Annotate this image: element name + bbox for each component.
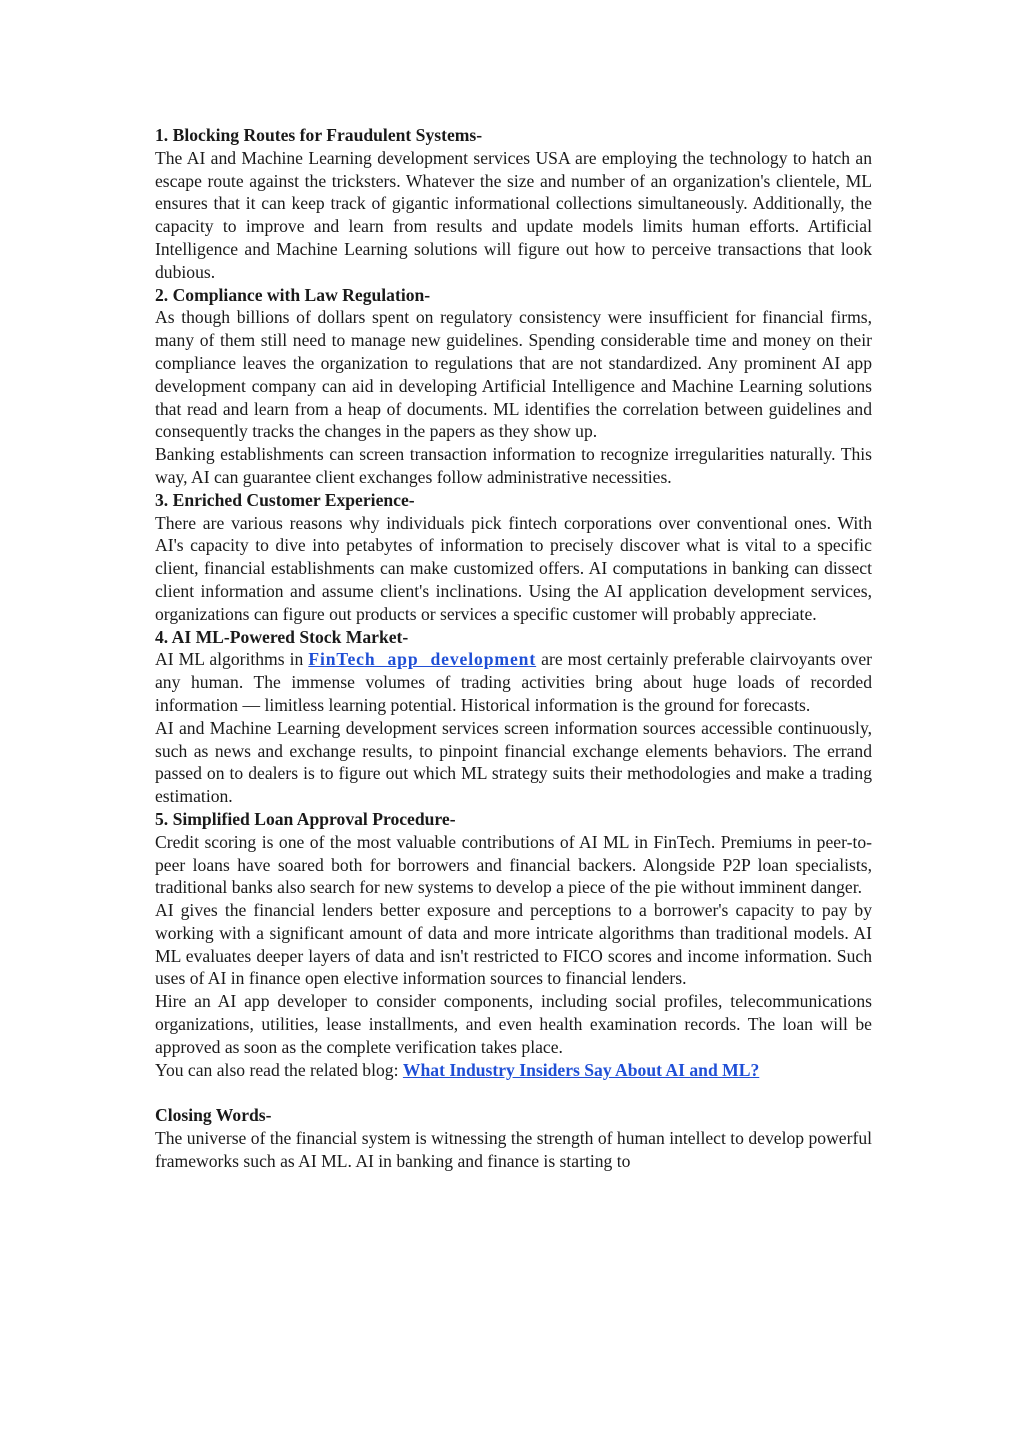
section-paragraph: There are various reasons why individuals pick fintech corporations over conventional ones. With AI's capacity to dive into petabytes of information to precisely discover what is vital to a specific client, financial establishments can make customized offers. AI computations in banking can dissect client information and assume client's inclinations. Using the AI application development services, organizations can figure out products or services a specific customer will probably appreciate.: [155, 512, 872, 624]
related-blog-prefix: You can also read the related blog:: [155, 1059, 403, 1080]
section-paragraph: Hire an AI app developer to consider components, including social profiles, telecommunications organizations, utilities, lease installments, and even health examination records. The loan will be approved as soon as the complete verification takes place.: [155, 991, 872, 1057]
section-paragraph-with-link: [155, 648, 872, 716]
section-paragraph: Banking establishments can screen transaction information to recognize irregularities naturally. This way, AI can guarantee client exchanges follow administrative necessities.: [155, 444, 872, 487]
section-heading: 4. AI ML-Powered Stock Market-: [155, 626, 409, 647]
paragraph-text-before-link: AI ML algorithms in: [155, 649, 309, 670]
related-blog-link[interactable]: What Industry Insiders Say About AI and ML?: [402, 1059, 760, 1080]
closing-heading: Closing Words-: [155, 1105, 272, 1126]
paragraph-text-after-link: are most certainly preferable clairvoyants over any human. The immense volumes of trading activities bring about huge loads of recorded information — limitless learning potential. Historical information is the ground for forecasts.: [155, 649, 873, 715]
section-paragraph: AI gives the financial lenders better exposure and perceptions to a borrower's capacity to pay by working with a significant amount of data and more intricate algorithms than traditional models. AI ML evaluates deeper layers of data and isn't restricted to FICO scores and income information. Such uses of AI in finance open elective information sources to financial lenders.: [155, 900, 872, 989]
blank-line: [155, 1081, 872, 1104]
section-heading: 5. Simplified Loan Approval Procedure-: [155, 808, 456, 829]
document-page: [155, 124, 872, 1173]
section-heading: 3. Enriched Customer Experience-: [155, 489, 415, 510]
closing-paragraph: The universe of the financial system is witnessing the strength of human intellect to develop powerful frameworks such as AI ML. AI in banking and finance is starting to: [155, 1128, 872, 1171]
section-paragraph: AI and Machine Learning development services screen information sources accessible continuously, such as news and exchange results, to pinpoint financial exchange elements behaviors. The errand passed on to dealers is to figure out which ML strategy suits their methodologies and make a trading estimation.: [155, 717, 872, 807]
section-paragraph: The AI and Machine Learning development services USA are employing the technology to hatch an escape route against the tricksters. Whatever the size and number of an organization's clientele, ML ensures that it can keep track of gigantic informational collections simultaneously. Additionally, the capacity to improve and learn from results and update models limits human efforts. Artificial Intelligence and Machine Learning solutions will figure out how to perceive transactions that look dubious.: [155, 147, 872, 282]
section-paragraph: Credit scoring is one of the most valuable contributions of AI ML in FinTech. Premiums in peer-to-peer loans have soared both for borrowers and financial backers. Alongside P2P loan specialists, traditional banks also search for new systems to develop a piece of the pie without imminent danger.: [155, 831, 872, 898]
fintech-app-development-link[interactable]: FinTech app development: [308, 649, 537, 670]
section-heading: 2. Compliance with Law Regulation-: [155, 284, 431, 305]
section-heading: 1. Blocking Routes for Fraudulent Systems-: [155, 125, 483, 145]
section-paragraph: As though billions of dollars spent on regulatory consistency were insufficient for financial firms, many of them still need to manage new guidelines. Spending considerable time and money on their compliance leaves the organization to regulations that are not standardized. Any prominent AI app development company can aid in developing Artificial Intelligence and Machine Learning solutions that read and learn from a heap of documents. ML identifies the correlation between guidelines and consequently tracks the changes in the papers as they show up.: [155, 307, 872, 442]
related-blog-line: [155, 1059, 872, 1082]
